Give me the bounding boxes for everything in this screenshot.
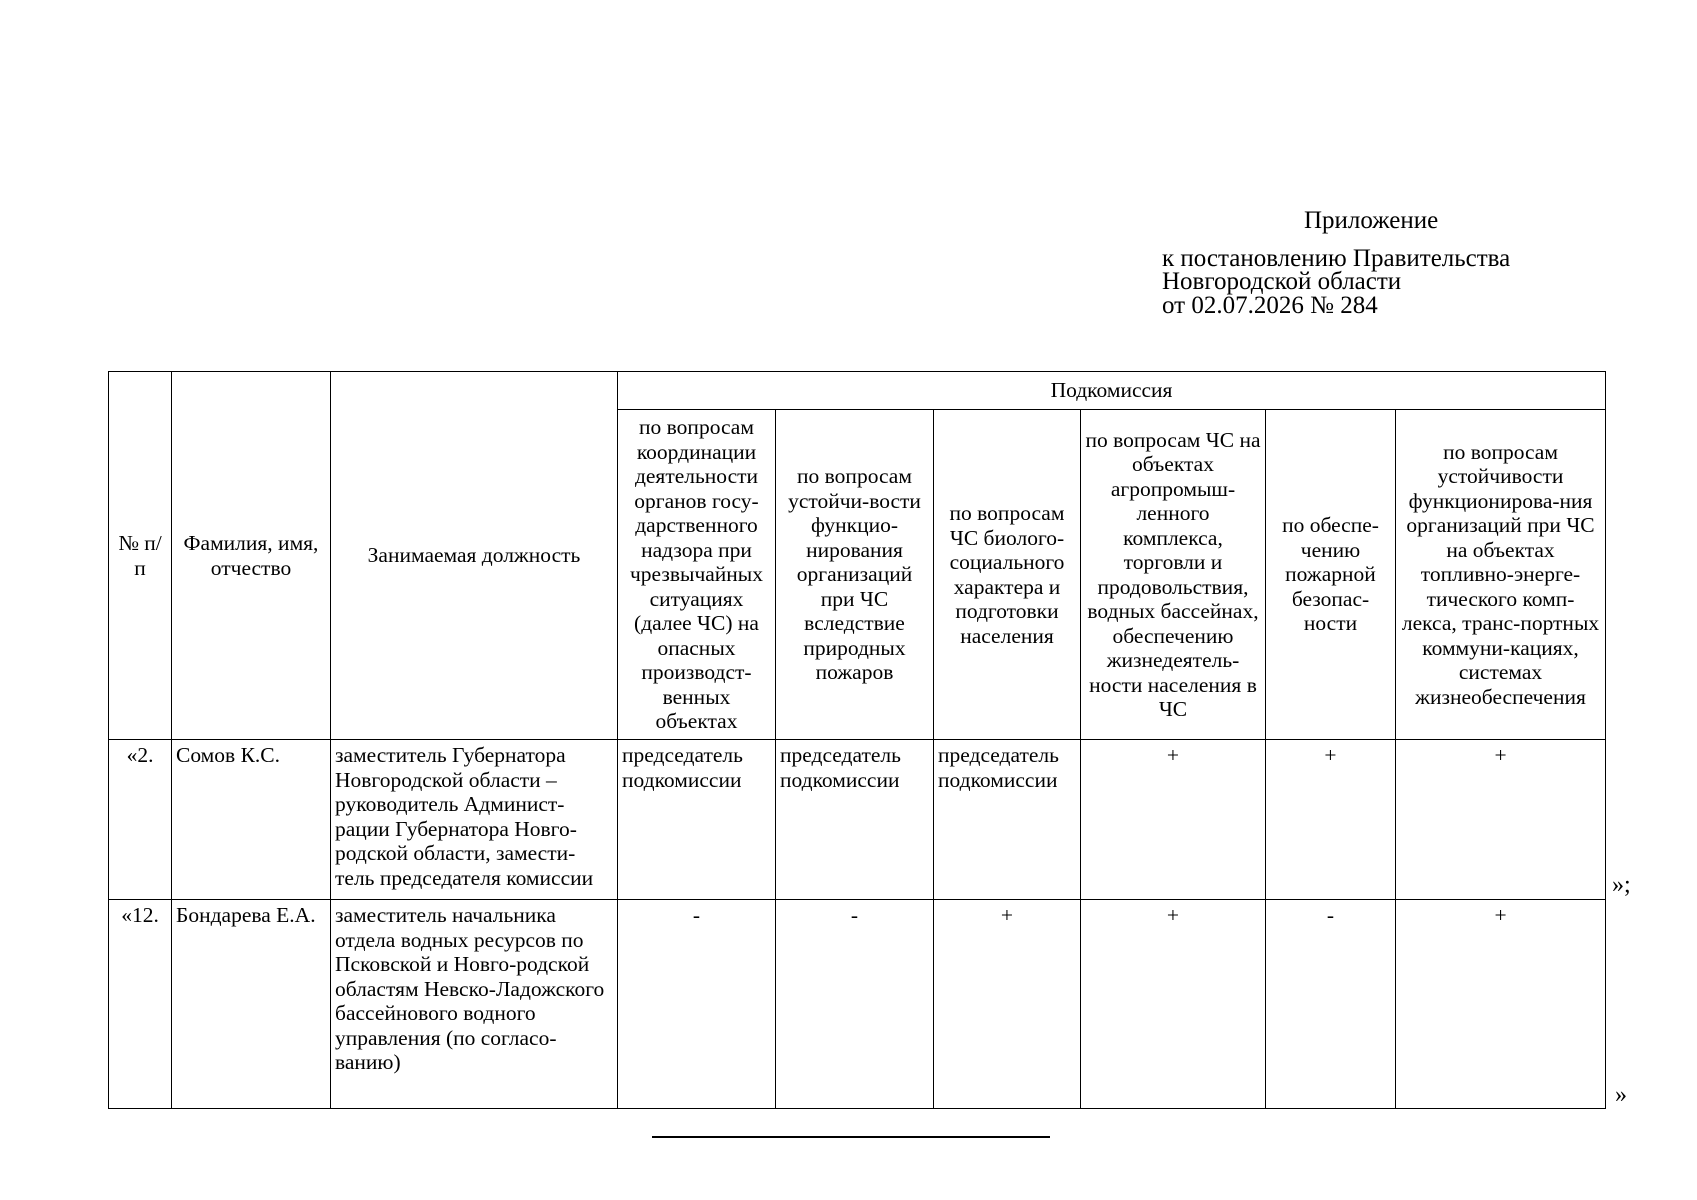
- row-cell: +: [934, 900, 1081, 1109]
- table-row: [109, 900, 1606, 1109]
- header-number: № п/п: [109, 372, 172, 740]
- table-row: [109, 740, 1606, 900]
- header-subcommission-supervision: по вопросам координации деятельности органов госу-дарственного надзора при чрезвычайных ситуациях (далее ЧС) на опасных производст-венных объектах: [618, 410, 776, 740]
- appendix-line-resolution: к постановлению Правительства: [1162, 245, 1511, 272]
- row-position: заместитель Губернатора Новгородской области – руководитель Админист-рации Губернатора Новго-родской области, замести-тель председателя комиссии: [331, 740, 618, 900]
- header-subcommission-fire-safety: по обеспе-чению пожарной безопас-ности: [1266, 410, 1396, 740]
- appendix-line-region: Новгородской области: [1162, 268, 1402, 295]
- row-number: «2.: [109, 740, 172, 900]
- row-cell: +: [1266, 740, 1396, 900]
- header-subcommission-agro: по вопросам ЧС на объектах агропромыш-ленного комплекса, торговли и продовольствия, водных бассейнах, обеспечению жизнедеятель-ности населения в ЧС: [1081, 410, 1266, 740]
- row-cell: -: [776, 900, 934, 1109]
- row-full-name: Бондарева Е.А.: [172, 900, 331, 1109]
- row-cell: +: [1396, 740, 1606, 900]
- header-position: Занимаемая должность: [331, 372, 618, 740]
- row-cell: председатель подкомиссии: [618, 740, 776, 900]
- footer-divider: [652, 1136, 1050, 1138]
- row-cell: председатель подкомиссии: [776, 740, 934, 900]
- row-cell: +: [1396, 900, 1606, 1109]
- closing-quote-row-2: »: [1615, 1082, 1627, 1108]
- header-full-name: Фамилия, имя, отчество: [172, 372, 331, 740]
- header-subcommission-biosocial: по вопросам ЧС биолого-социального характера и подготовки населения: [934, 410, 1081, 740]
- header-subcommission-group: Подкомиссия: [618, 372, 1606, 410]
- row-cell: председатель подкомиссии: [934, 740, 1081, 900]
- commission-table: [108, 371, 1606, 1109]
- closing-quote-row-1: »;: [1612, 872, 1631, 898]
- row-cell: -: [1266, 900, 1396, 1109]
- row-cell: +: [1081, 740, 1266, 900]
- row-cell: +: [1081, 900, 1266, 1109]
- appendix-line-date: от 02.07.2026 № 284: [1162, 292, 1378, 319]
- row-position: заместитель начальника отдела водных ресурсов по Псковской и Новго-родской областям Невско-Ладожского бассейнового водного управления (по согласо-ванию): [331, 900, 618, 1109]
- header-subcommission-energy: по вопросам устойчивости функционирова-ния организаций при ЧС на объектах топливно-энерге-тического комп-лекса, транс-портных коммуни-кациях, системах жизнеобеспечения: [1396, 410, 1606, 740]
- appendix-title: Приложение: [1304, 207, 1439, 234]
- header-subcommission-wildfires: по вопросам устойчи-вости функцио-нирования организаций при ЧС вследствие природных пожаров: [776, 410, 934, 740]
- row-number: «12.: [109, 900, 172, 1109]
- row-cell: -: [618, 900, 776, 1109]
- row-full-name: Сомов К.С.: [172, 740, 331, 900]
